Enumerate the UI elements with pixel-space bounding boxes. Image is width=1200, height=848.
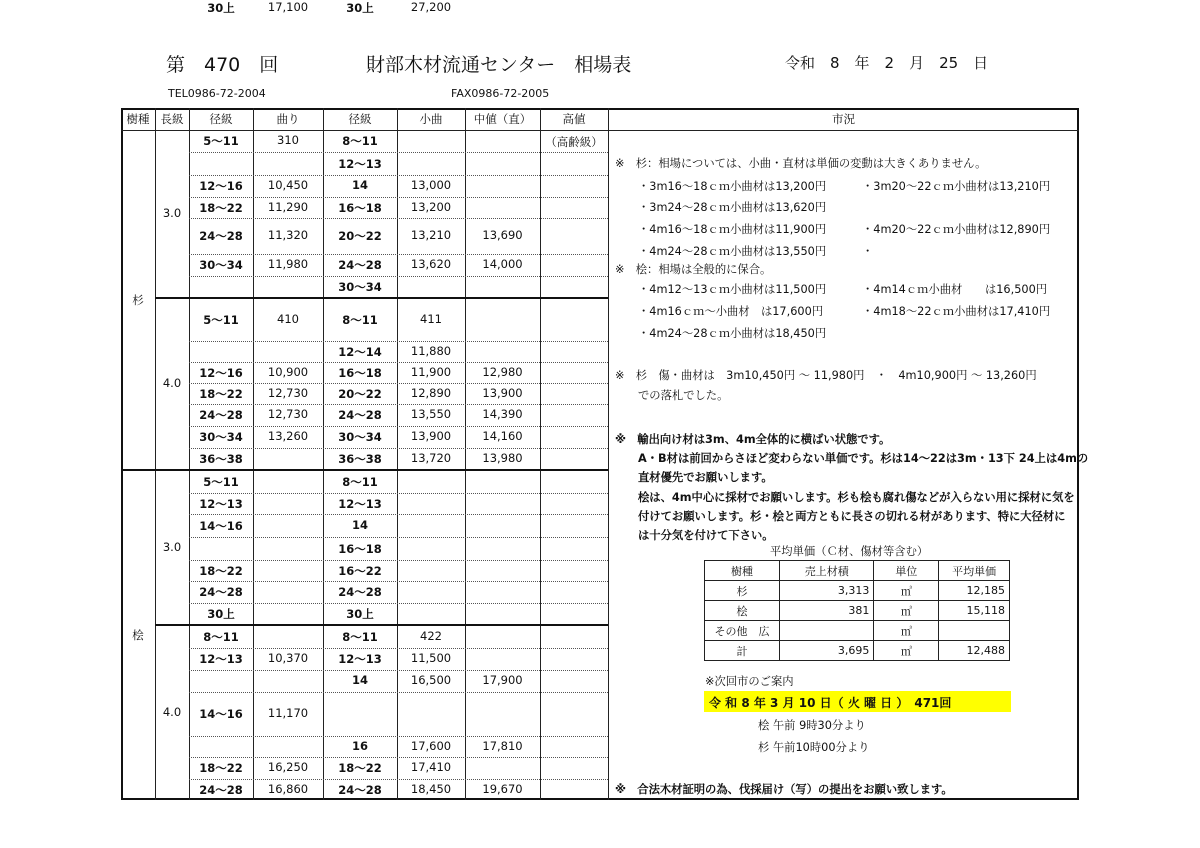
- avg-cell: 桧: [705, 601, 780, 621]
- species-label: 杉: [132, 293, 144, 307]
- market-line: ・3m24～28ｃｍ小曲材は13,620円: [638, 201, 827, 214]
- avg-cell: [780, 621, 874, 641]
- table-cell: 18～22: [199, 761, 243, 775]
- table-cell: 11,290: [267, 199, 309, 214]
- table-cell: 12～13: [199, 652, 243, 666]
- table-cell: 410: [277, 311, 299, 326]
- table-cell: 8～11: [342, 134, 378, 148]
- table-cell: 13,000: [410, 178, 452, 192]
- column-line: [540, 108, 541, 800]
- length-label: 3.0: [162, 206, 182, 220]
- market-line: 付けてお願いします。杉・桧と両方ともに長さの切れる材があります、特に大径材に: [638, 510, 1066, 523]
- row-line: [189, 514, 608, 515]
- avg-cell: 12,185: [939, 581, 1010, 601]
- species-label: 桧: [132, 628, 144, 642]
- table-cell: 18,450: [410, 781, 452, 796]
- market-line: ・4m20～22ｃｍ小曲材は12,890円: [862, 223, 1051, 236]
- row-line: [189, 383, 608, 384]
- issue-date: 令和 8 年 2 月 25 日: [785, 54, 989, 72]
- column-header: 市況: [832, 112, 855, 126]
- table-cell: 19,670: [482, 781, 523, 796]
- column-header: 径級: [209, 112, 233, 126]
- table-cell: 36～38: [199, 452, 243, 466]
- column-header: 小曲: [419, 112, 443, 126]
- table-cell: 14: [351, 517, 368, 532]
- row-line: [189, 448, 608, 449]
- column-header: 径級: [348, 112, 372, 126]
- table-cell: 411: [420, 311, 442, 326]
- table-cell: 13,900: [482, 385, 523, 400]
- table-cell: 24～28: [199, 585, 243, 599]
- next-market-date: 令 和 8 年 3 月 10 日（ 火 曜 日 ） 471回: [709, 696, 952, 710]
- avg-cell: その他 広: [705, 621, 780, 641]
- table-cell: 14,390: [482, 407, 523, 421]
- avg-cell: 15,118: [939, 601, 1010, 621]
- avg-cell: 381: [780, 601, 874, 621]
- section-line: [155, 297, 608, 299]
- table-cell: 12～13: [338, 652, 382, 666]
- table-cell: 12,890: [410, 385, 452, 400]
- table-cell: 12,980: [482, 364, 523, 379]
- next-market-label: ※次回市のご案内: [705, 675, 794, 688]
- table-cell: 24～28: [199, 782, 243, 797]
- table-cell: 17,600: [410, 738, 452, 753]
- table-cell: 16～18: [338, 541, 382, 556]
- table-cell: 18～22: [199, 563, 243, 578]
- table-cell: 16,860: [267, 781, 309, 796]
- table-cell: 13,260: [267, 429, 309, 443]
- table-cell: 18～22: [338, 761, 382, 775]
- table-cell: 18～22: [199, 386, 243, 401]
- table-cell: 12～13: [338, 156, 382, 171]
- market-line: A・B材は前回からさほど変わらない単価です。杉は14～22は3m・13下 24上は4mの: [638, 452, 1089, 465]
- market-line: ・3m16～18ｃｍ小曲材は13,200円: [638, 180, 827, 193]
- market-line: は十分気を付けて下さい。: [638, 529, 774, 542]
- length-label: 4.0: [162, 376, 182, 390]
- avg-cell: 3,313: [780, 581, 874, 601]
- table-cell: 10,900: [267, 364, 309, 379]
- table-cell: 12,730: [267, 385, 309, 400]
- avg-cell: 12,488: [939, 641, 1010, 661]
- avg-cell: ㎥: [874, 581, 939, 601]
- row-line: [189, 341, 608, 342]
- row-line: [189, 779, 608, 780]
- table-cell: 30上: [207, 607, 235, 621]
- table-cell: 30～34: [338, 280, 382, 294]
- row-line: [189, 581, 608, 582]
- avg-cell: 樹種: [705, 561, 780, 581]
- table-cell: 30上: [346, 607, 374, 621]
- table-cell: 16: [351, 738, 368, 753]
- table-cell: 24～28: [338, 258, 382, 272]
- table-cell: 10,450: [267, 178, 309, 192]
- footer-note: ※ 合法木材証明の為、伐採届け（写）の提出をお願い致します。: [615, 783, 953, 796]
- avg-cell: ㎥: [874, 621, 939, 641]
- section-line: [155, 624, 608, 626]
- avg-price-title: 平均単価（Ｃ材、傷材等含む）: [770, 545, 929, 558]
- avg-cell: ㎥: [874, 601, 939, 621]
- table-cell: 14,000: [482, 257, 523, 271]
- avg-cell: 3,695: [780, 641, 874, 661]
- table-cell: 14: [351, 178, 368, 192]
- table-cell: 13,200: [410, 199, 452, 214]
- column-header: 高値: [562, 112, 586, 126]
- row-line: [189, 218, 608, 219]
- table-cell: 11,980: [267, 257, 309, 271]
- table-cell: 12～16: [199, 179, 243, 193]
- market-line: 直材優先でお願いします。: [638, 471, 773, 484]
- table-cell: 8～11: [203, 629, 239, 644]
- hinoki-time: 桧 午前 9時30分より: [758, 719, 866, 732]
- market-line: ※ 杉 傷・曲材は 3m10,450円 ～ 11,980円 ・ 4m10,900円 ～ 13,260円: [615, 369, 1037, 382]
- market-line: ※ 輸出向け材は3m、4m全体的に横ばい状態です。: [615, 433, 891, 446]
- market-line: ・4m18～22ｃｍ小曲材は17,410円: [862, 305, 1051, 318]
- avg-cell: 計: [705, 641, 780, 661]
- market-line: ※ 桧：相場は全般的に保合。: [615, 263, 772, 276]
- issue-number: 第 470 回: [166, 54, 279, 76]
- market-line: ・: [862, 245, 874, 258]
- table-cell: 14: [351, 673, 368, 687]
- row-line: [189, 254, 608, 255]
- table-cell: 20～22: [338, 229, 382, 243]
- table-cell: 8～11: [342, 629, 378, 644]
- row-line: [189, 404, 608, 405]
- table-cell: 8～11: [342, 474, 378, 489]
- table-cell: 24～28: [199, 229, 243, 243]
- avg-cell: 単位: [874, 561, 939, 581]
- table-cell: 5～11: [203, 134, 239, 148]
- avg-cell: 杉: [705, 581, 780, 601]
- table-cell: 17,900: [482, 673, 523, 687]
- avg-cell: [939, 621, 1010, 641]
- table-cell: 24～28: [338, 782, 382, 797]
- row-line: [189, 757, 608, 758]
- table-cell: 8～11: [342, 312, 378, 327]
- table-cell: 14～16: [199, 518, 243, 533]
- table-cell: 12～16: [199, 365, 243, 380]
- table-cell: 12～14: [338, 344, 382, 359]
- market-line: ・4m14ｃｍ小曲材 は16,500円: [862, 283, 1048, 296]
- market-line: 桧は、4m中心に採材でお願いします。杉も桧も腐れ傷などが入らない用に採材に気を: [638, 491, 1075, 504]
- table-cell: 310: [277, 133, 299, 147]
- table-cell: 18～22: [199, 200, 243, 215]
- table-cell: 20～22: [338, 386, 382, 401]
- avg-row: [705, 641, 1010, 661]
- avg-cell: 売上材積: [780, 561, 874, 581]
- table-cell: 16,500: [410, 673, 452, 687]
- table-cell: 17,100: [267, 0, 309, 14]
- table-cell: 11,500: [410, 651, 452, 665]
- table-cell: 24～28: [338, 585, 382, 599]
- row-line: [189, 362, 608, 363]
- table-cell: 17,410: [410, 760, 452, 774]
- market-line: ・4m16～18ｃｍ小曲材は11,900円: [638, 223, 827, 236]
- row-line: [189, 197, 608, 198]
- table-cell: 30上: [207, 1, 235, 15]
- table-cell: 12,730: [267, 407, 309, 421]
- column-header: 長級: [160, 112, 184, 126]
- table-cell: 5～11: [203, 474, 239, 489]
- avg-header-row: [705, 561, 1010, 581]
- table-cell: 13,210: [410, 228, 452, 242]
- table-cell: 13,900: [410, 429, 452, 443]
- sugi-time: 杉 午前10時00分より: [758, 741, 870, 754]
- table-cell: 24～28: [338, 408, 382, 422]
- row-line: [189, 648, 608, 649]
- table-cell: 14～16: [199, 707, 243, 721]
- table-cell: 17,810: [482, 738, 523, 753]
- market-line: ※ 杉：相場については、小曲・直材は単価の変動は大きくありません。: [615, 157, 987, 170]
- table-cell: 27,200: [410, 0, 452, 14]
- table-cell: 422: [420, 628, 442, 643]
- avg-cell: ㎥: [874, 641, 939, 661]
- avg-row: [705, 581, 1010, 601]
- table-cell: 16～18: [338, 200, 382, 215]
- table-cell: 12～13: [199, 496, 243, 511]
- table-cell: 11,880: [410, 343, 452, 358]
- avg-cell: 平均単価: [939, 561, 1010, 581]
- market-line: ・3m20～22ｃｍ小曲材は13,210円: [862, 180, 1051, 193]
- row-line: [189, 152, 608, 153]
- table-cell: 13,620: [410, 257, 452, 271]
- table-cell: 30～34: [338, 430, 382, 444]
- avg-row: [705, 601, 1010, 621]
- row-line: [189, 493, 608, 494]
- avg-price-table: [704, 560, 1010, 661]
- table-cell: 13,690: [482, 228, 523, 242]
- column-header: 樹種: [126, 112, 150, 126]
- row-line: [189, 537, 608, 538]
- row-line: [189, 560, 608, 561]
- page-title: 財部木材流通センター 相場表: [366, 54, 632, 76]
- table-cell: 16,250: [267, 760, 309, 774]
- table-cell: 10,370: [267, 651, 309, 665]
- table-cell: 13,550: [410, 407, 452, 421]
- market-line: での落札でした。: [638, 389, 729, 402]
- table-cell: 30～34: [199, 430, 243, 444]
- table-cell: 11,900: [410, 364, 452, 379]
- table-cell: 36～38: [338, 452, 382, 466]
- section-line: [121, 469, 608, 471]
- table-cell: 24～28: [199, 408, 243, 422]
- table-cell: 30上: [346, 1, 374, 15]
- fax-number: FAX0986-72-2005: [451, 87, 550, 100]
- table-cell: 14,160: [482, 429, 523, 443]
- table-cell: 5～11: [203, 312, 239, 327]
- column-header: 曲り: [276, 112, 300, 126]
- table-cell: 16～22: [338, 563, 382, 578]
- column-header: 中値（直）: [473, 112, 532, 126]
- row-line: [189, 175, 608, 176]
- row-line: [189, 736, 608, 737]
- table-cell: 13,980: [482, 451, 523, 465]
- row-line: [189, 670, 608, 671]
- market-line: ・4m24～28ｃｍ小曲材は13,550円: [638, 245, 827, 258]
- table-cell: 30～34: [199, 258, 243, 272]
- tel-number: TEL0986-72-2004: [168, 87, 266, 100]
- market-line: ・4m12～13ｃｍ小曲材は11,500円: [638, 283, 827, 296]
- row-line: [189, 426, 608, 427]
- high-note: （高齢級）: [545, 135, 603, 149]
- table-cell: 13,720: [410, 451, 452, 465]
- table-cell: 11,320: [267, 228, 309, 242]
- market-line: ・4m24～28ｃｍ小曲材は18,450円: [638, 327, 827, 340]
- market-line: ・4m16ｃｍ～小曲材 は17,600円: [638, 305, 824, 318]
- table-cell: 12～13: [338, 496, 382, 511]
- avg-row: [705, 621, 1010, 641]
- row-line: [189, 603, 608, 604]
- row-line: [189, 276, 608, 277]
- table-cell: 11,170: [267, 706, 309, 720]
- header-line: [121, 130, 1079, 131]
- row-line: [189, 692, 608, 693]
- length-label: 4.0: [162, 704, 182, 719]
- column-line: [608, 108, 609, 800]
- length-label: 3.0: [162, 539, 182, 554]
- table-cell: 16～18: [338, 365, 382, 380]
